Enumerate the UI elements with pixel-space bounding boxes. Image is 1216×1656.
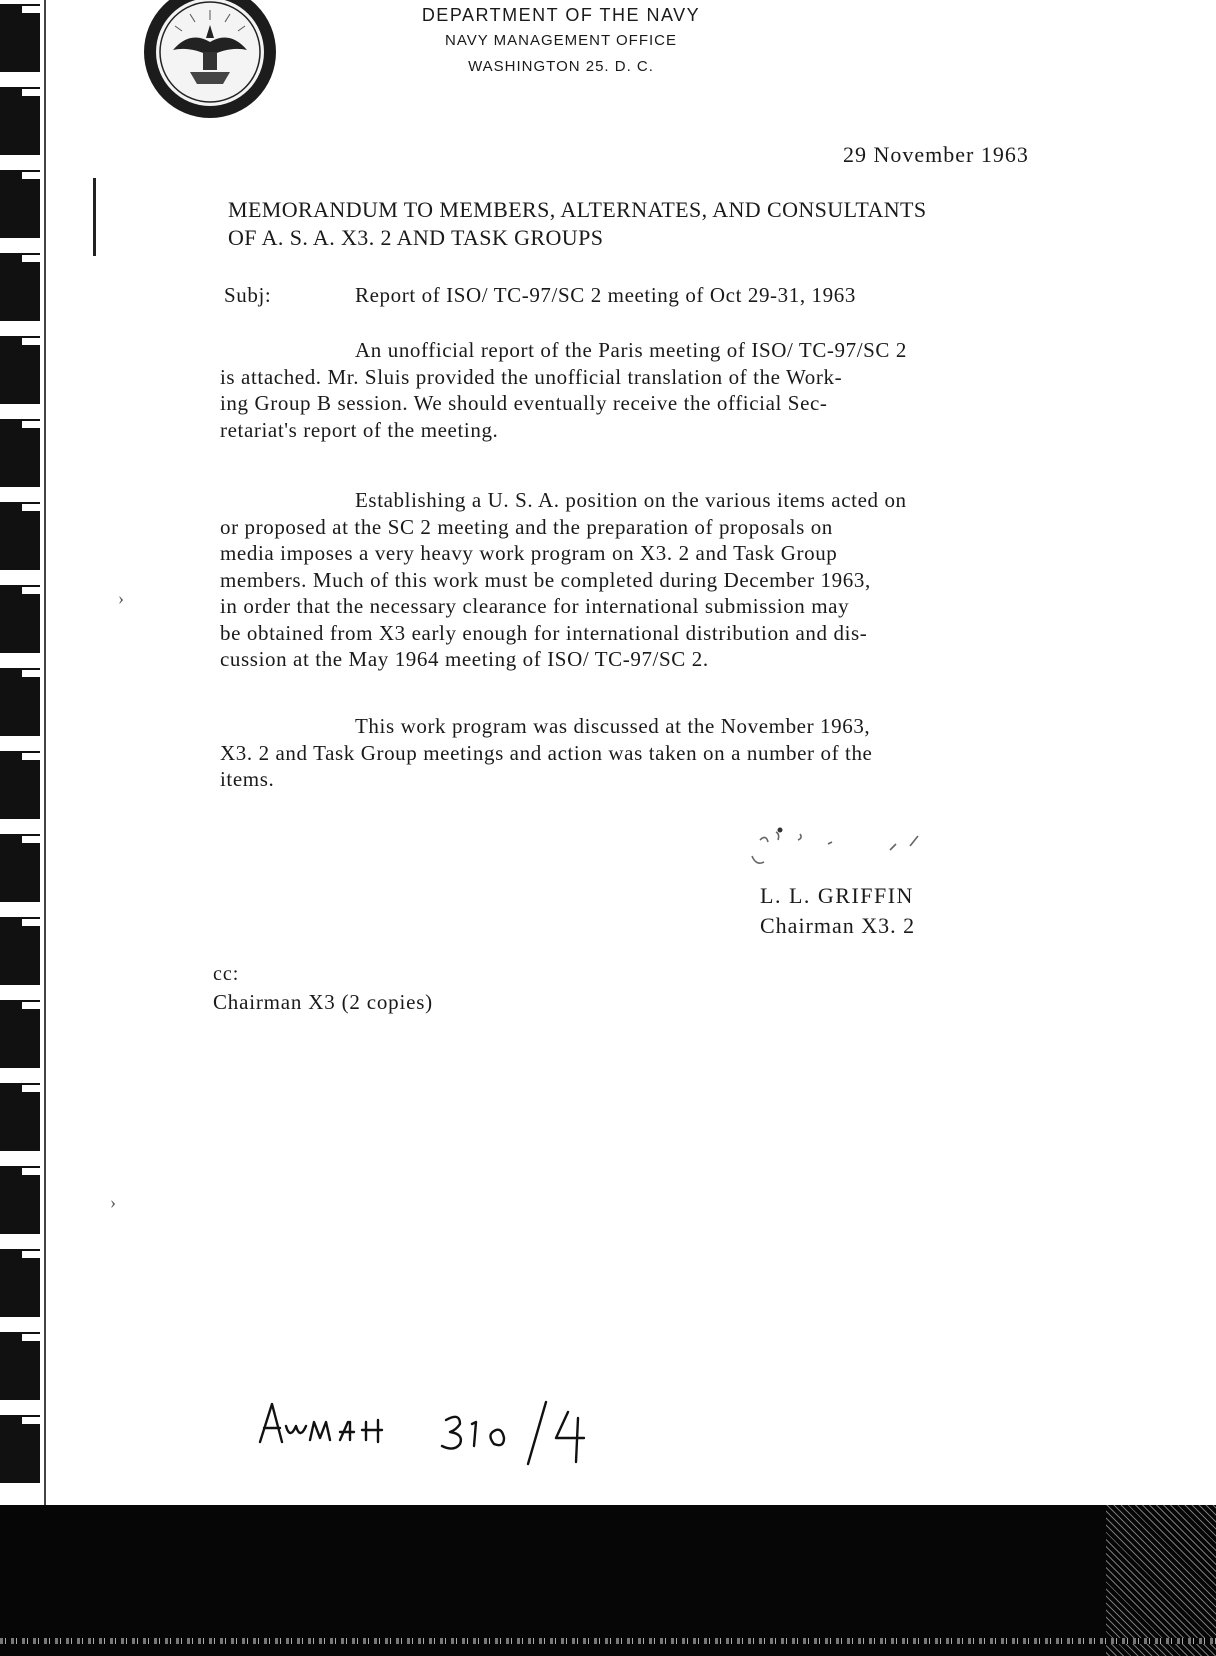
paragraph-line: be obtained from X3 early enough for international distribution and dis-: [220, 620, 868, 645]
binding-tab: [0, 1083, 40, 1151]
paragraph-line: An unofficial report of the Paris meeting of ISO/ TC-97/SC 2: [355, 338, 907, 362]
memo-heading-line: OF A. S. A. X3. 2 AND TASK GROUPS: [228, 225, 604, 250]
binding-tab: [0, 87, 40, 155]
binding-notch: [22, 1417, 42, 1424]
paragraph-line: X3. 2 and Task Group meetings and action was taken on a number of the: [220, 740, 873, 765]
binding-notch: [22, 6, 42, 13]
binding-strip: [0, 0, 52, 1505]
binding-notch: [22, 1085, 42, 1092]
binding-notch: [22, 504, 42, 511]
paragraph-line: is attached. Mr. Sluis provided the unofficial translation of the Work-: [220, 364, 843, 389]
scanner-noise: [1106, 1505, 1216, 1656]
scanner-edge: [0, 1638, 1216, 1644]
binding-notch: [22, 255, 42, 262]
binding-tab: [0, 170, 40, 238]
scan-artifact: ›: [118, 588, 124, 608]
signature-scribble-icon: [740, 822, 960, 882]
memo-heading-line: MEMORANDUM TO MEMBERS, ALTERNATES, AND CONSULTANTS: [228, 197, 927, 222]
binding-tab: [0, 751, 40, 819]
binding-tab: [0, 1166, 40, 1234]
memo-date: 29 November 1963: [843, 142, 1029, 167]
binding-tab: [0, 4, 40, 72]
signatory-title: Chairman X3. 2: [760, 913, 916, 938]
paragraph-line: cussion at the May 1964 meeting of ISO/ TC-97/SC 2.: [220, 647, 709, 671]
binding-tab: [0, 1249, 40, 1317]
binding-tab: [0, 1000, 40, 1068]
binding-notch: [22, 421, 42, 428]
binding-notch: [22, 670, 42, 677]
binding-tab: [0, 585, 40, 653]
binding-notch: [22, 338, 42, 345]
binding-tab: [0, 502, 40, 570]
paragraph-line: Establishing a U. S. A. position on the various items acted on: [355, 488, 907, 512]
binding-notch: [22, 919, 42, 926]
binding-rule: [44, 0, 46, 1505]
binding-notch: [22, 753, 42, 760]
binding-tab: [0, 253, 40, 321]
binding-tab: [0, 419, 40, 487]
letterhead-department: DEPARTMENT OF THE NAVY: [421, 5, 701, 25]
body-paragraph: [220, 713, 1125, 793]
body-paragraph: [220, 337, 1125, 443]
binding-tab: [0, 668, 40, 736]
letterhead-address: WASHINGTON 25. D. C.: [468, 58, 654, 75]
paragraph-line: in order that the necessary clearance for international submission may: [220, 594, 850, 618]
paragraph-line: items.: [220, 767, 275, 791]
body-paragraph: [220, 487, 1125, 673]
cc-label: cc:: [213, 963, 240, 985]
binding-tab: [0, 1415, 40, 1483]
binding-notch: [22, 172, 42, 179]
binding-tab: [0, 1332, 40, 1400]
paragraph-line: retariat's report of the meeting.: [220, 417, 499, 442]
department-of-defense-seal-icon: [135, 0, 285, 122]
memo-heading: [228, 196, 1138, 252]
subject-text: Report of ISO/ TC-97/SC 2 meeting of Oct 29-31, 1963: [355, 283, 856, 307]
letterhead-office: NAVY MANAGEMENT OFFICE: [444, 32, 678, 49]
margin-mark: [93, 178, 96, 256]
letterhead: [400, 2, 722, 80]
binding-notch: [22, 587, 42, 594]
binding-notch: [22, 1334, 42, 1341]
subject-label: Subj:: [224, 283, 272, 307]
paragraph-line: or proposed at the SC 2 meeting and the preparation of proposals on: [220, 514, 833, 539]
paragraph-line: media imposes a very heavy work program on X3. 2 and Task Group: [220, 541, 838, 565]
signatory-name: L. L. GRIFFIN: [760, 883, 914, 908]
handwritten-note: [250, 1382, 630, 1467]
paragraph-line: This work program was discussed at the November 1963,: [355, 714, 871, 738]
binding-tab: [0, 336, 40, 404]
cc-recipient: Chairman X3 (2 copies): [213, 990, 433, 1014]
paragraph-line: ing Group B session. We should eventually receive the official Sec-: [220, 391, 828, 415]
binding-notch: [22, 836, 42, 843]
binding-notch: [22, 1251, 42, 1258]
binding-notch: [22, 1002, 42, 1009]
binding-tab: [0, 834, 40, 902]
binding-notch: [22, 89, 42, 96]
binding-tab: [0, 917, 40, 985]
scanner-border: [0, 1505, 1216, 1656]
binding-notch: [22, 1168, 42, 1175]
paragraph-line: members. Much of this work must be completed during December 1963,: [220, 567, 871, 592]
scan-artifact: ›: [110, 1192, 116, 1212]
